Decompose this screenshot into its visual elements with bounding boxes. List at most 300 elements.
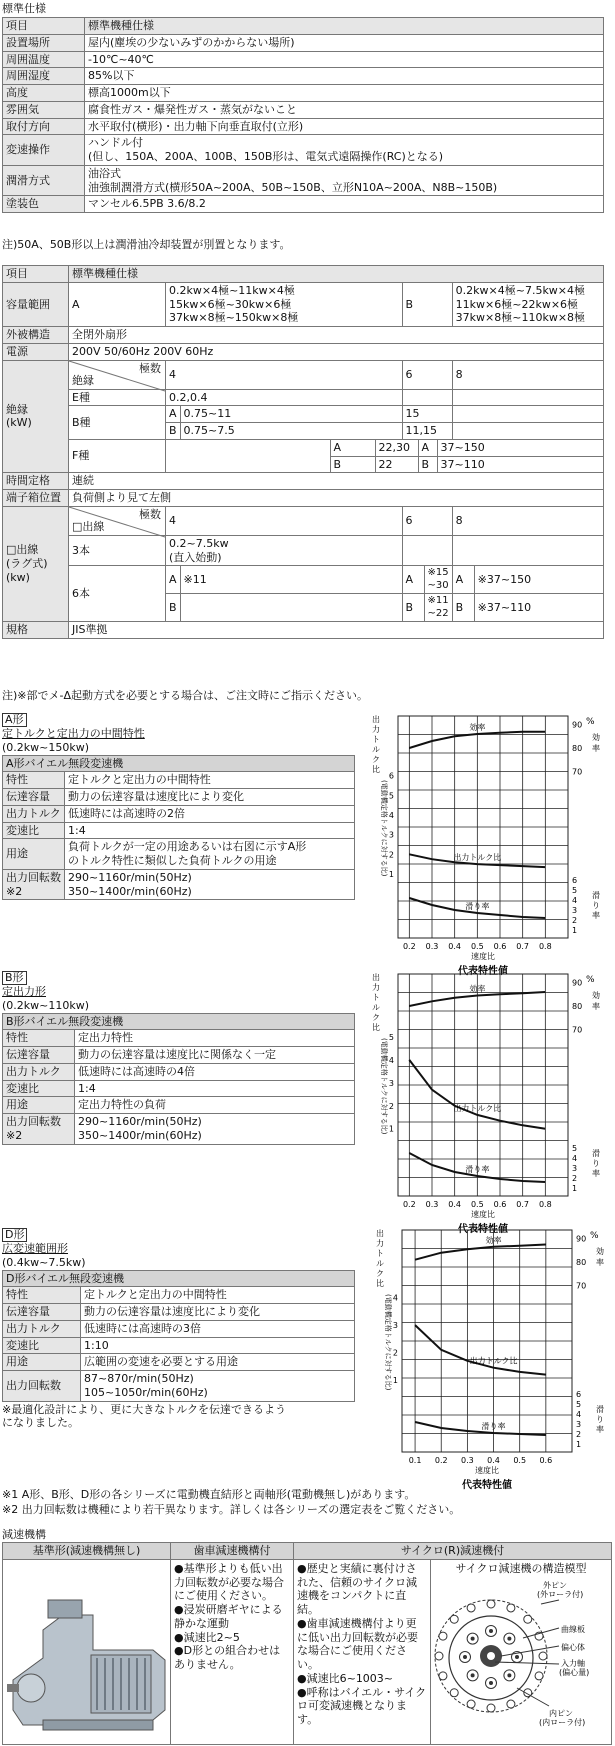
x-tick-label: 0.8 (538, 1200, 552, 1209)
left-axis-label: 力 (376, 1239, 384, 1248)
slip-axis-label: り (592, 1159, 600, 1168)
a-table-title: A形バイエル無段変速機 (3, 755, 355, 772)
spec-label: 周囲温度 (3, 51, 85, 68)
spec-label: 雰囲気 (3, 101, 85, 118)
p4: 4 (166, 360, 403, 389)
eff-axis-label: 率 (592, 744, 600, 753)
b-row (3, 1097, 355, 1114)
x-tick-label: 0.7 (516, 942, 530, 951)
l6-a6l: A (402, 566, 424, 594)
d-value: 広範囲の変速を必要とする用途 (81, 1354, 355, 1371)
f-a: A (331, 440, 376, 456)
b-row (3, 1047, 355, 1064)
d-row (3, 1371, 355, 1402)
right-bottom-tick-label: 2 (576, 1430, 582, 1439)
right-bottom-tick-label: 4 (572, 1154, 578, 1163)
diagram-title: サイクロ減速機の構造模型 (455, 1561, 587, 1575)
d-label: 出力トルク (3, 1320, 81, 1337)
chart-b (368, 966, 608, 1235)
x-axis-label: 速度比 (475, 1466, 499, 1475)
x-tick-label: 0.3 (461, 1456, 474, 1465)
b-table-title: B形バイエル無段変速機 (3, 1013, 355, 1030)
pow-text: 200V 50/60Hz 200V 60Hz (69, 343, 604, 360)
motor-note: 注)※部でメ-Δ起動方式を必要とする場合は、ご注文時にご指示ください。 (2, 689, 369, 702)
right-bottom-tick-label: 1 (572, 926, 578, 935)
series-label: 出力トルク比 (453, 853, 502, 863)
spec-label: 塗装色 (3, 196, 85, 213)
b-title: 定出力形 (2, 985, 46, 998)
right-bottom-tick-label: 1 (576, 1440, 582, 1449)
spec-note: 注)50A、50B形以上は潤滑油冷却装置が別置となります。 (2, 238, 291, 251)
left-axis-label: ル (372, 1003, 380, 1012)
b-label: 変速比 (3, 1080, 75, 1097)
b-value: 1:4 (75, 1080, 355, 1097)
x-tick-label: 0.6 (493, 942, 507, 951)
cyclo-cell (294, 1559, 431, 1745)
x-axis-label: 速度比 (471, 952, 495, 961)
l6-b: B (166, 594, 181, 622)
pow-label: 電源 (3, 343, 69, 360)
spec-label: 設置場所 (3, 34, 85, 51)
series-label: 出力トルク比 (453, 1103, 502, 1113)
inner-pin-core (471, 1673, 475, 1677)
a-label: 伝達容量 (3, 789, 65, 806)
b-a6: 15 (402, 406, 452, 423)
right-top-tick-label: 70 (572, 1025, 583, 1035)
spec-label: 高度 (3, 85, 85, 102)
b-row (3, 1030, 355, 1047)
a-label: 特性 (3, 772, 65, 789)
eff-axis-label: 効 (592, 991, 600, 1000)
spec-row (3, 196, 604, 213)
enc-label: 外被構造 (3, 327, 69, 344)
cyclo-structure-diagram (431, 1576, 601, 1741)
spec-row (3, 118, 604, 135)
b-row (3, 1063, 355, 1080)
left-axis-label: 比 (372, 1023, 380, 1032)
cyclo-item: ●歴史と実績に裏付けされた、信頼のサイクロ減速機をコンパクトに直結。 (297, 1561, 418, 1616)
reduce-title: 減速機構 (2, 1528, 46, 1541)
a-value: 負荷トルクが一定の用途あるいは右図に示すA形 のトルク特性に類似した負荷トルクの用途 (65, 839, 355, 870)
slip-axis-label: 率 (596, 1425, 604, 1434)
outer-pin (467, 1603, 475, 1611)
b-label: 特性 (3, 1030, 75, 1047)
b-value: 動力の伝達容量は速度比に関係なく一定 (75, 1047, 355, 1064)
left-tick-label: 4 (392, 1293, 398, 1303)
ins-kyoku: 極数 (139, 361, 161, 375)
outer-pin (439, 1632, 447, 1640)
d-title: 広変速範囲形 (2, 1242, 68, 1255)
a-value: 低速時には高速時の2倍 (65, 805, 355, 822)
slip-axis-label: 滑 (592, 891, 600, 900)
reduce-h1: 基準形(減速機構無し) (3, 1543, 171, 1560)
reduce-h2: 歯車減速機構付 (171, 1543, 294, 1560)
spec-row (3, 34, 604, 51)
left-axis-sublabel: (電動機定格トルクに対する比) (380, 780, 388, 877)
reduce-table (2, 1542, 612, 1745)
left-tick-label: 3 (388, 830, 394, 840)
ins-zetsuen: 絶縁 (72, 373, 94, 387)
cap-b-text: 0.2kw×4極~7.5kw×4極 11kw×6極~22kw×6極 37kw×8極~110kw×8極 (452, 282, 603, 326)
l6-a4: ※11 (180, 566, 402, 594)
right-bottom-tick-label: 4 (576, 1410, 582, 1419)
left-tick-label: 6 (388, 771, 394, 781)
right-top-tick-label: 80 (576, 1258, 587, 1267)
series-line-1 (415, 1325, 546, 1375)
outer-pin (450, 1615, 458, 1623)
b-value: 低速時には高速時の4倍 (75, 1063, 355, 1080)
b-label: 伝達容量 (3, 1047, 75, 1064)
d-block (2, 1228, 355, 1430)
series-label: 滑り率 (465, 1165, 490, 1174)
right-bottom-tick-label: 3 (576, 1420, 582, 1429)
b-row (3, 1080, 355, 1097)
l6-b8l: B (452, 594, 474, 622)
a-value: 1:4 (65, 822, 355, 839)
gear-item: ●減速比2~5 (174, 1630, 240, 1644)
a-table (2, 755, 355, 901)
series-label: 滑り率 (465, 902, 490, 911)
f-b8l: B (418, 456, 437, 472)
a-title: 定トルクと定出力の中間特性 (2, 727, 145, 740)
label-inner-pin: 内ピン(内ローラ付) (539, 1708, 586, 1727)
l6-b6l: B (402, 594, 424, 622)
spec-value: 水平取付(横形)・出力軸下向垂直取付(立形) (85, 118, 604, 135)
chart-d (372, 1222, 612, 1491)
d-value: 動力の伝達容量は速度比により変化 (81, 1304, 355, 1321)
x-tick-label: 0.6 (539, 1456, 553, 1465)
variable-speed-motor-image (3, 1560, 169, 1740)
spec-value: マンセル6.5PB 3.6/8.2 (85, 196, 604, 213)
right-bottom-tick-label: 2 (572, 916, 578, 925)
x-tick-label: 0.4 (448, 1200, 462, 1209)
right-top-tick-label: 90 (572, 720, 583, 730)
spec-header-cell: 項目 (3, 18, 85, 35)
chart-title: 代表特性値 (462, 1480, 512, 1491)
spec-row (3, 85, 604, 102)
d-tag: D形 (2, 1228, 27, 1242)
b-label: 出力トルク (3, 1063, 75, 1080)
f-a6: 22,30 (375, 440, 418, 456)
p6: 6 (402, 360, 452, 389)
series-line-0 (415, 1245, 546, 1260)
cap-b: B (402, 282, 452, 326)
d-row (3, 1354, 355, 1371)
right-bottom-tick-label: 6 (576, 1390, 582, 1399)
outer-pin (487, 1600, 495, 1608)
d-row (3, 1337, 355, 1354)
term-label: 端子箱位置 (3, 490, 69, 507)
d-table-title: D形バイエル無段変速機 (3, 1270, 355, 1287)
a-row (3, 772, 355, 789)
d-row (3, 1304, 355, 1321)
lp4: 4 (166, 506, 403, 535)
gear-item: ●浸炭研磨ギヤによる静かな運動 (174, 1603, 283, 1630)
left-axis-label: ク (372, 755, 380, 764)
inner-pin-core (489, 1681, 493, 1685)
right-top-tick-label: 80 (572, 744, 583, 753)
b-a-val: 0.75~11 (180, 406, 402, 423)
a-row (3, 869, 355, 900)
eff-axis-label: 効 (596, 1247, 604, 1256)
enc-text: 全閉外扇形 (69, 327, 604, 344)
d-value: 87~870r/min(50Hz) 105~1050r/min(60Hz) (81, 1371, 355, 1402)
a-label: 出力トルク (3, 805, 65, 822)
b-row (3, 1114, 355, 1145)
b-value: 定出力特性 (75, 1030, 355, 1047)
right-bottom-tick-label: 3 (572, 1164, 578, 1173)
spec-value: 標高1000m以下 (85, 85, 604, 102)
f-b6: 22 (375, 456, 418, 472)
left-axis-label: 比 (372, 765, 380, 774)
ins-label: 絶縁 (kW) (3, 360, 69, 473)
e-class: E種 (69, 389, 166, 406)
series-label: 出力トルク比 (469, 1356, 518, 1366)
b-value: 定出力特性の負荷 (75, 1097, 355, 1114)
reduce-h3: サイクロ(R)減速機付 (294, 1543, 612, 1560)
b-table (2, 1013, 355, 1145)
x-tick-label: 0.5 (470, 942, 484, 951)
chart-title: 代表特性値 (458, 966, 508, 977)
left-tick-label: 1 (392, 1376, 398, 1386)
left-axis-label: ク (372, 1013, 380, 1022)
outer-pin (539, 1652, 547, 1660)
p8: 8 (452, 360, 603, 389)
a-value: 290~1160r/min(50Hz) 350~1400r/min(60Hz) (65, 869, 355, 900)
x-tick-label: 0.5 (470, 1200, 484, 1209)
slip-axis-label: 率 (592, 1169, 600, 1178)
x-tick-label: 0.2 (402, 1200, 416, 1209)
l6-a6: ※15 ~30 (424, 566, 452, 594)
cap-label: 容量範囲 (3, 282, 69, 326)
standard-spec-table (2, 17, 604, 213)
spec-value: ハンドル付 (但し、150A、200A、100B、150B形は、電気式遠隔操作(RC)となる) (85, 135, 604, 166)
right-top-tick-label: 90 (576, 1234, 587, 1244)
spec-title: 標準仕様 (2, 2, 46, 15)
right-top-tick-label: 70 (576, 1281, 587, 1291)
inner-pin-core (507, 1673, 511, 1677)
x-tick-label: 0.7 (516, 1200, 530, 1209)
left-axis-label: ト (372, 735, 380, 744)
a-row (3, 822, 355, 839)
outer-pin (435, 1652, 443, 1660)
spec-value: -10℃~40℃ (85, 51, 604, 68)
left-tick-label: 2 (388, 850, 394, 860)
series-label: 効率 (469, 723, 486, 732)
a-range: (0.2kw~150kw) (2, 740, 90, 754)
chart-title: 代表特性値 (458, 1224, 508, 1235)
cap-a: A (69, 282, 166, 326)
slip-axis-label: 滑 (596, 1405, 604, 1414)
left-axis-sublabel: (電動機定格トルクに対する比) (384, 1294, 392, 1391)
b-a: A (166, 406, 181, 423)
lead-kyoku: 極数 (139, 507, 161, 521)
outer-pin (524, 1615, 532, 1623)
x-tick-label: 0.8 (538, 942, 552, 951)
spec-value: 屋内(塵埃の少ないみずのかからない場所) (85, 34, 604, 51)
right-bottom-tick-label: 1 (572, 1184, 578, 1193)
a-row (3, 805, 355, 822)
series-label: 滑り率 (481, 1422, 506, 1431)
spec-label: 潤滑方式 (3, 165, 85, 196)
x-axis-label: 速度比 (471, 1210, 495, 1219)
time-label: 時間定格 (3, 473, 69, 490)
left-axis-label: 出 (372, 715, 380, 724)
a-row (3, 789, 355, 806)
cyclo-item: ●呼称はバイエル・サイクロ可変減速機となります。 (297, 1685, 427, 1726)
lp6: 6 (402, 506, 452, 535)
outer-pin (507, 1700, 515, 1708)
gear-item: ●基準形よりも低い出力回転数が必要な場合にご使用ください。 (174, 1561, 284, 1603)
outer-pin (487, 1704, 495, 1712)
a-label: 出力回転数 ※2 (3, 869, 65, 900)
spec-row (3, 135, 604, 166)
h-item: 項目 (3, 266, 69, 283)
left-axis-label: ト (372, 993, 380, 1002)
spec-value: 油浴式 油強制潤滑方式(横形50A~200A、50B~150B、立形N10A~200A、N8B~150B) (85, 165, 604, 196)
d-label: 特性 (3, 1287, 81, 1304)
slip-axis-label: り (596, 1415, 604, 1424)
a-value: 定トルクと定出力の中間特性 (65, 772, 355, 789)
inner-pin-core (489, 1629, 493, 1633)
x-tick-label: 0.5 (513, 1456, 527, 1465)
right-bottom-tick-label: 4 (572, 896, 578, 905)
outer-pin (450, 1688, 458, 1696)
d-row (3, 1287, 355, 1304)
b-tag: B形 (2, 971, 27, 985)
d-value: 定トルクと定出力の中間特性 (81, 1287, 355, 1304)
e-val: 0.2,0.4 (166, 389, 403, 406)
motor-photo-cell (3, 1559, 171, 1745)
left-axis-label: 出 (376, 1229, 384, 1238)
left-axis-label: 比 (376, 1279, 384, 1288)
lead-diag (69, 506, 166, 535)
l6-a: A (166, 566, 181, 594)
motor-spec-table (2, 265, 604, 639)
a-label: 用途 (3, 839, 65, 870)
b-b: B (166, 423, 181, 440)
label-outer-pin: 外ピン(外ローラ付) (537, 1580, 584, 1599)
inner-pin-core (463, 1655, 467, 1659)
x-tick-label: 0.6 (493, 1200, 507, 1209)
right-bottom-tick-label: 6 (572, 876, 578, 885)
f-b: B (331, 456, 376, 472)
footnote-1: ※1 A形、B形、D形の各シリーズに電動機直結形と両軸形(電動機無し)があります。 (2, 1488, 416, 1501)
chart-a (368, 708, 608, 977)
spec-header-cell: 標準機種仕様 (85, 18, 604, 35)
label-ecc: 偏心体 (561, 1642, 585, 1652)
right-bottom-tick-label: 2 (572, 1174, 578, 1183)
x-tick-label: 0.3 (425, 1200, 439, 1209)
right-top-tick-label: 80 (572, 1002, 583, 1011)
b-block (2, 971, 355, 1145)
l3-val: 0.2~7.5kw (直入始動) (166, 535, 403, 566)
std-text: JIS準拠 (69, 622, 604, 639)
left-axis-label: 力 (372, 725, 380, 734)
x-tick-label: 0.1 (408, 1456, 422, 1465)
d-table (2, 1270, 355, 1402)
left-axis-label: 出 (372, 973, 380, 982)
l6-a8: ※37~150 (474, 566, 603, 594)
b-value: 290~1160r/min(50Hz) 350~1400r/min(60Hz) (75, 1114, 355, 1145)
left-tick-label: 5 (388, 791, 394, 801)
left-axis-label: ト (376, 1249, 384, 1258)
left-axis-label: ル (376, 1259, 384, 1268)
right-bottom-tick-label: 5 (572, 1144, 578, 1153)
outer-pin (439, 1671, 447, 1679)
spec-value: 85%以下 (85, 68, 604, 85)
right-top-tick-label: 70 (572, 767, 583, 777)
left-tick-label: 4 (388, 1055, 394, 1065)
series-label: 効率 (469, 984, 486, 994)
x-tick-label: 0.2 (434, 1456, 448, 1465)
slip-axis-label: 滑 (592, 1149, 600, 1158)
left-tick-label: 1 (388, 1124, 394, 1134)
inner-pin-core (471, 1636, 475, 1640)
b-b-val: 0.75~7.5 (180, 423, 402, 440)
f-a8l: A (418, 440, 437, 456)
label-input: 入力軸(偏心量) (559, 1658, 590, 1677)
eff-axis-label: 率 (592, 1002, 600, 1011)
outer-pin (535, 1671, 543, 1679)
eff-axis-label: 効 (592, 733, 600, 742)
slip-axis-label: り (592, 901, 600, 910)
outer-pin (467, 1700, 475, 1708)
gear-cell (171, 1559, 294, 1745)
lead-out: □出線 (72, 520, 105, 533)
b-range: (0.2kw~110kw) (2, 998, 90, 1012)
d-label: 変速比 (3, 1337, 81, 1354)
cyclo-diagram-cell (431, 1559, 612, 1745)
b-label: 出力回転数 ※2 (3, 1114, 75, 1145)
term-text: 負荷側より見て左側 (69, 490, 604, 507)
a-block (2, 713, 355, 900)
left-axis-sublabel: (電動機定格トルクに対する比) (380, 1038, 388, 1135)
f-a8: 37~150 (437, 440, 603, 456)
left-tick-label: 5 (388, 1032, 394, 1042)
spec-row (3, 51, 604, 68)
cyclo-item: ●減速比6~1003~ (297, 1671, 394, 1685)
right-bottom-tick-label: 3 (572, 906, 578, 915)
left-axis-label: ク (376, 1269, 384, 1278)
left-tick-label: 3 (392, 1321, 398, 1331)
d-value: 低速時には高速時の3倍 (81, 1320, 355, 1337)
slip-axis-label: 率 (592, 911, 600, 920)
spec-label: 変速操作 (3, 135, 85, 166)
a-label: 変速比 (3, 822, 65, 839)
l6-b6: ※11 ~22 (424, 594, 452, 622)
lp8: 8 (452, 506, 603, 535)
left-tick-label: 4 (388, 810, 394, 820)
x-tick-label: 0.4 (487, 1456, 500, 1465)
spec-row (3, 68, 604, 85)
f-b8: 37~110 (437, 456, 603, 472)
std-label: 規格 (3, 622, 69, 639)
x-tick-label: 0.2 (402, 942, 416, 951)
percent-label: % (586, 975, 595, 985)
b-b6: 11,15 (402, 423, 452, 440)
a-tag: A形 (2, 713, 27, 727)
d-label: 出力回転数 (3, 1371, 81, 1402)
left-tick-label: 2 (392, 1348, 398, 1358)
cyclo-item: ●歯車減速機構付より更に低い出力回転数が必要な場合にご使用ください。 (297, 1616, 418, 1671)
h-spec: 標準機種仕様 (69, 266, 604, 283)
f-class: F種 (69, 439, 166, 473)
left-tick-label: 2 (388, 1101, 394, 1111)
spec-row (3, 165, 604, 196)
d-label: 用途 (3, 1354, 81, 1371)
l6-b8: ※37~110 (474, 594, 603, 622)
